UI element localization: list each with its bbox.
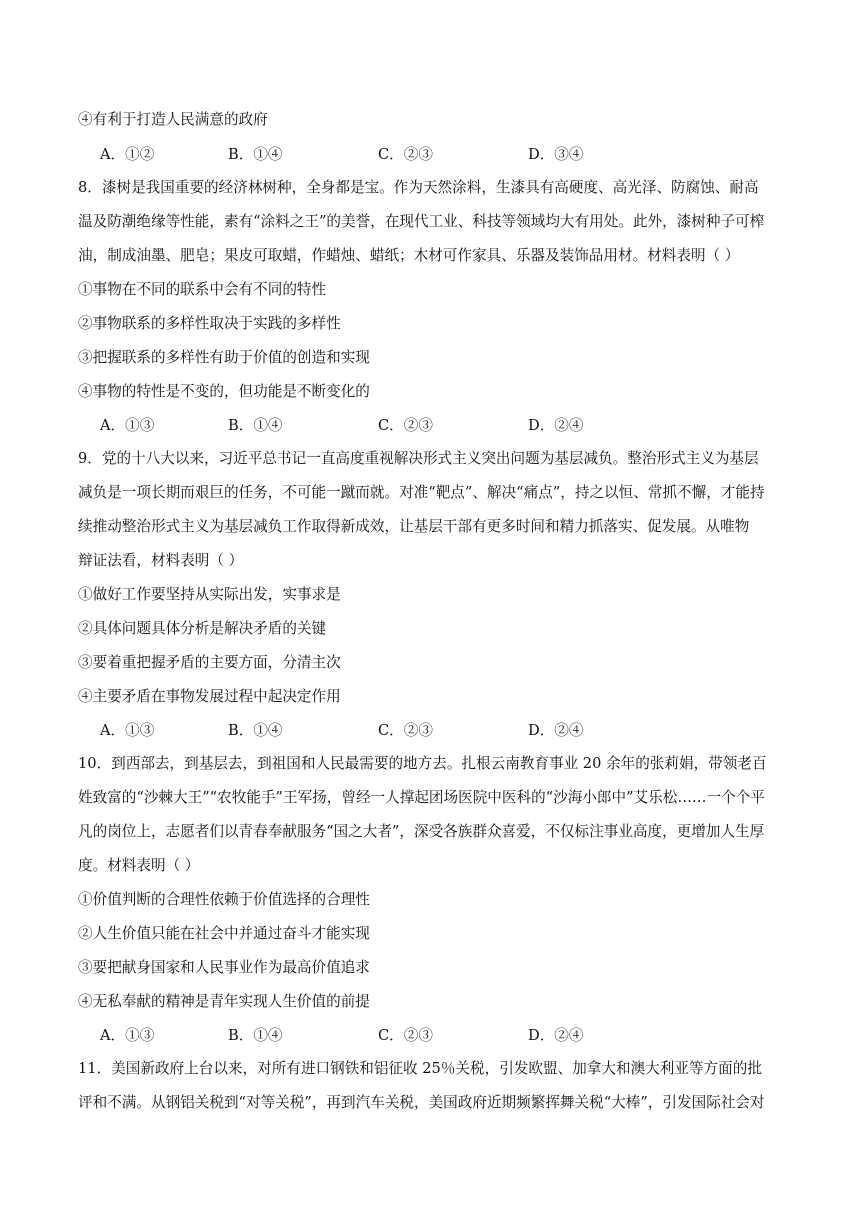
q7-options — [100, 145, 660, 165]
q9-item-4: ④主要矛盾在事物发展过程中起决定作用 — [78, 688, 341, 705]
q9-stem-line-1: 9．党的十八大以来，习近平总书记一直高度重视解决形式主义突出问题为基层减负。整治形式主义为基层 — [78, 450, 759, 467]
q10-options — [100, 1026, 660, 1046]
q9-item-3: ③要着重把握矛盾的主要方面，分清主次 — [78, 654, 341, 671]
q7-option-d: D．③④ — [528, 146, 584, 163]
q10-stem-line-2: 姓致富的“沙棘大王”“农牧能手”王军扬，曾经一人撑起团场医院中医科的“沙海小郎中”艾乐松……一个个平 — [78, 789, 765, 806]
q7-option-a: A．①② — [100, 146, 155, 163]
q10-option-d: D．②④ — [528, 1027, 584, 1044]
q8-options — [100, 416, 660, 436]
q8-option-d: D．②④ — [528, 417, 584, 434]
q8-item-4: ④事物的特性是不变的，但功能是不断变化的 — [78, 383, 370, 400]
q7-option-b: B．①④ — [228, 146, 283, 163]
q10-option-a: A．①③ — [100, 1027, 155, 1044]
q9-option-b: B．①④ — [228, 722, 283, 739]
q9-stem-line-3: 续推动整治形式主义为基层减负工作取得新成效，让基层干部有更多时间和精力抓落实、促发展。从唯物 — [78, 518, 750, 535]
q10-item-4: ④无私奉献的精神是青年实现人生价值的前提 — [78, 993, 370, 1010]
q9-item-1: ①做好工作要坚持从实际出发，实事求是 — [78, 586, 341, 603]
q9-option-d: D．②④ — [528, 722, 584, 739]
q8-option-c: C．②③ — [378, 417, 433, 434]
q9-item-2: ②具体问题具体分析是解决矛盾的关键 — [78, 620, 327, 637]
q8-option-b: B．①④ — [228, 417, 283, 434]
q10-stem-line-1: 10．到西部去，到基层去，到祖国和人民最需要的地方去。扎根云南教育事业 20 余年的张莉娟，带领老百 — [78, 755, 767, 772]
q8-item-3: ③把握联系的多样性有助于价值的创造和实现 — [78, 349, 370, 366]
q10-stem-line-4: 度。材料表明（ ） — [78, 857, 200, 874]
q9-options — [100, 721, 660, 741]
q7-item-4: ④有利于打造人民满意的政府 — [78, 111, 268, 128]
q8-item-2: ②事物联系的多样性取决于实践的多样性 — [78, 315, 341, 332]
q10-item-2: ②人生价值只能在社会中并通过奋斗才能实现 — [78, 925, 370, 942]
q8-stem-line-3: 油，制成油墨、肥皂；果皮可取蜡，作蜡烛、蜡纸；木材可作家具、乐器及装饰品用材。材料表明（ ） — [78, 247, 740, 264]
q10-option-b: B．①④ — [228, 1027, 283, 1044]
q10-option-c: C．②③ — [378, 1027, 433, 1044]
q8-option-a: A．①③ — [100, 417, 155, 434]
q11-stem-line-1: 11．美国新政府上台以来，对所有进口钢铁和铝征收 25％关税，引发欧盟、加拿大和澳大利亚等方面的批 — [78, 1060, 762, 1077]
q9-option-a: A．①③ — [100, 722, 155, 739]
q9-stem-line-2: 减负是一项长期而艰巨的任务，不可能一蹴而就。对准“靶点”、解决“痛点”，持之以恒、常抓不懈，才能持 — [78, 484, 765, 501]
q8-stem-line-2: 温及防潮绝缘等性能，素有“涂料之王”的美誉，在现代工业、科技等领域均大有用处。此外，漆树种子可榨 — [78, 213, 765, 230]
q9-stem-line-4: 辩证法看，材料表明（ ） — [78, 552, 244, 569]
q11-stem-line-2: 评和不满。从钢铝关税到“对等关税”，再到汽车关税，美国政府近期频繁挥舞关税“大棒”，引发国际社会对 — [78, 1094, 765, 1111]
q9-option-c: C．②③ — [378, 722, 433, 739]
q10-item-1: ①价值判断的合理性依赖于价值选择的合理性 — [78, 891, 370, 908]
q10-stem-line-3: 凡的岗位上，志愿者们以青春奉献服务“国之大者”，深受各族群众喜爱，不仅标注事业高度，更增加人生厚 — [78, 823, 765, 840]
q7-option-c: C．②③ — [378, 146, 433, 163]
q10-item-3: ③要把献身国家和人民事业作为最高价值追求 — [78, 959, 370, 976]
q8-item-1: ①事物在不同的联系中会有不同的特性 — [78, 281, 327, 298]
q8-stem-line-1: 8．漆树是我国重要的经济林树种，全身都是宝。作为天然涂料，生漆具有高硬度、高光泽、防腐蚀、耐高 — [78, 179, 759, 196]
